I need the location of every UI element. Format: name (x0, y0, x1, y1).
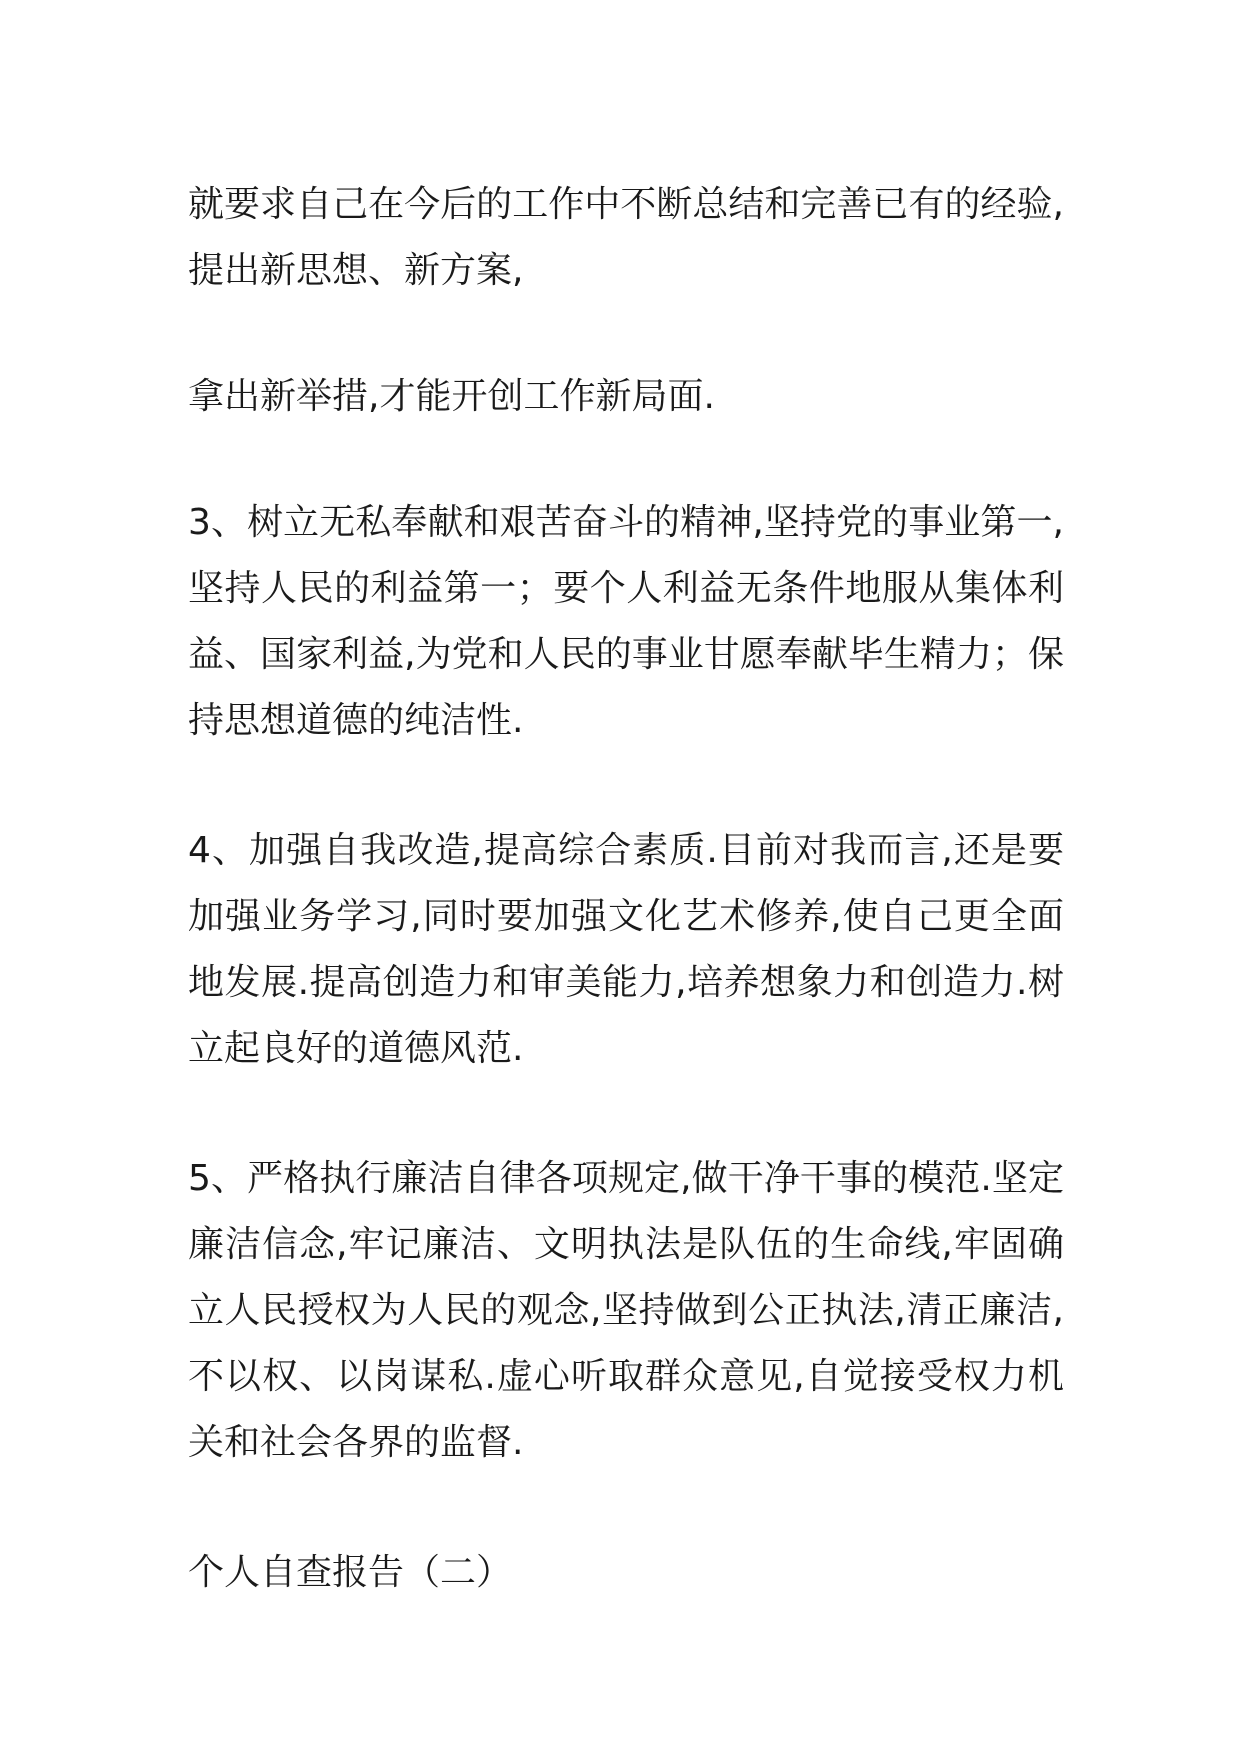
paragraph-1: 就要求自己在今后的工作中不断总结和完善已有的经验,提出新思想、新方案, (188, 184, 1064, 291)
paragraph-5: 5、严格执行廉洁自律各项规定,做干净干事的模范.坚定廉洁信念,牢记廉洁、文明执法是队伍的生命线,牢固确立人民授权为人民的观念,坚持做到公正执法,清正廉洁,不以权、以岗谋私.虚心听取群众意见,自觉接受权力机关和社会各界的监督. (188, 1158, 1064, 1463)
paragraph-2: 拿出新举措,才能开创工作新局面. (188, 376, 715, 417)
document-page (188, 172, 1064, 1606)
section-heading: 个人自查报告（二） (188, 1552, 513, 1593)
paragraph-4: 4、加强自我改造,提高综合素质.目前对我而言,还是要加强业务学习,同时要加强文化艺术修养,使自己更全面地发展.提高创造力和审美能力,培养想象力和创造力.树立起良好的道德风范. (188, 830, 1064, 1069)
paragraph-3: 3、树立无私奉献和艰苦奋斗的精神,坚持党的事业第一,坚持人民的利益第一；要个人利益无条件地服从集体利益、国家利益,为党和人民的事业甘愿奉献毕生精力；保持思想道德的纯洁性. (188, 502, 1064, 741)
